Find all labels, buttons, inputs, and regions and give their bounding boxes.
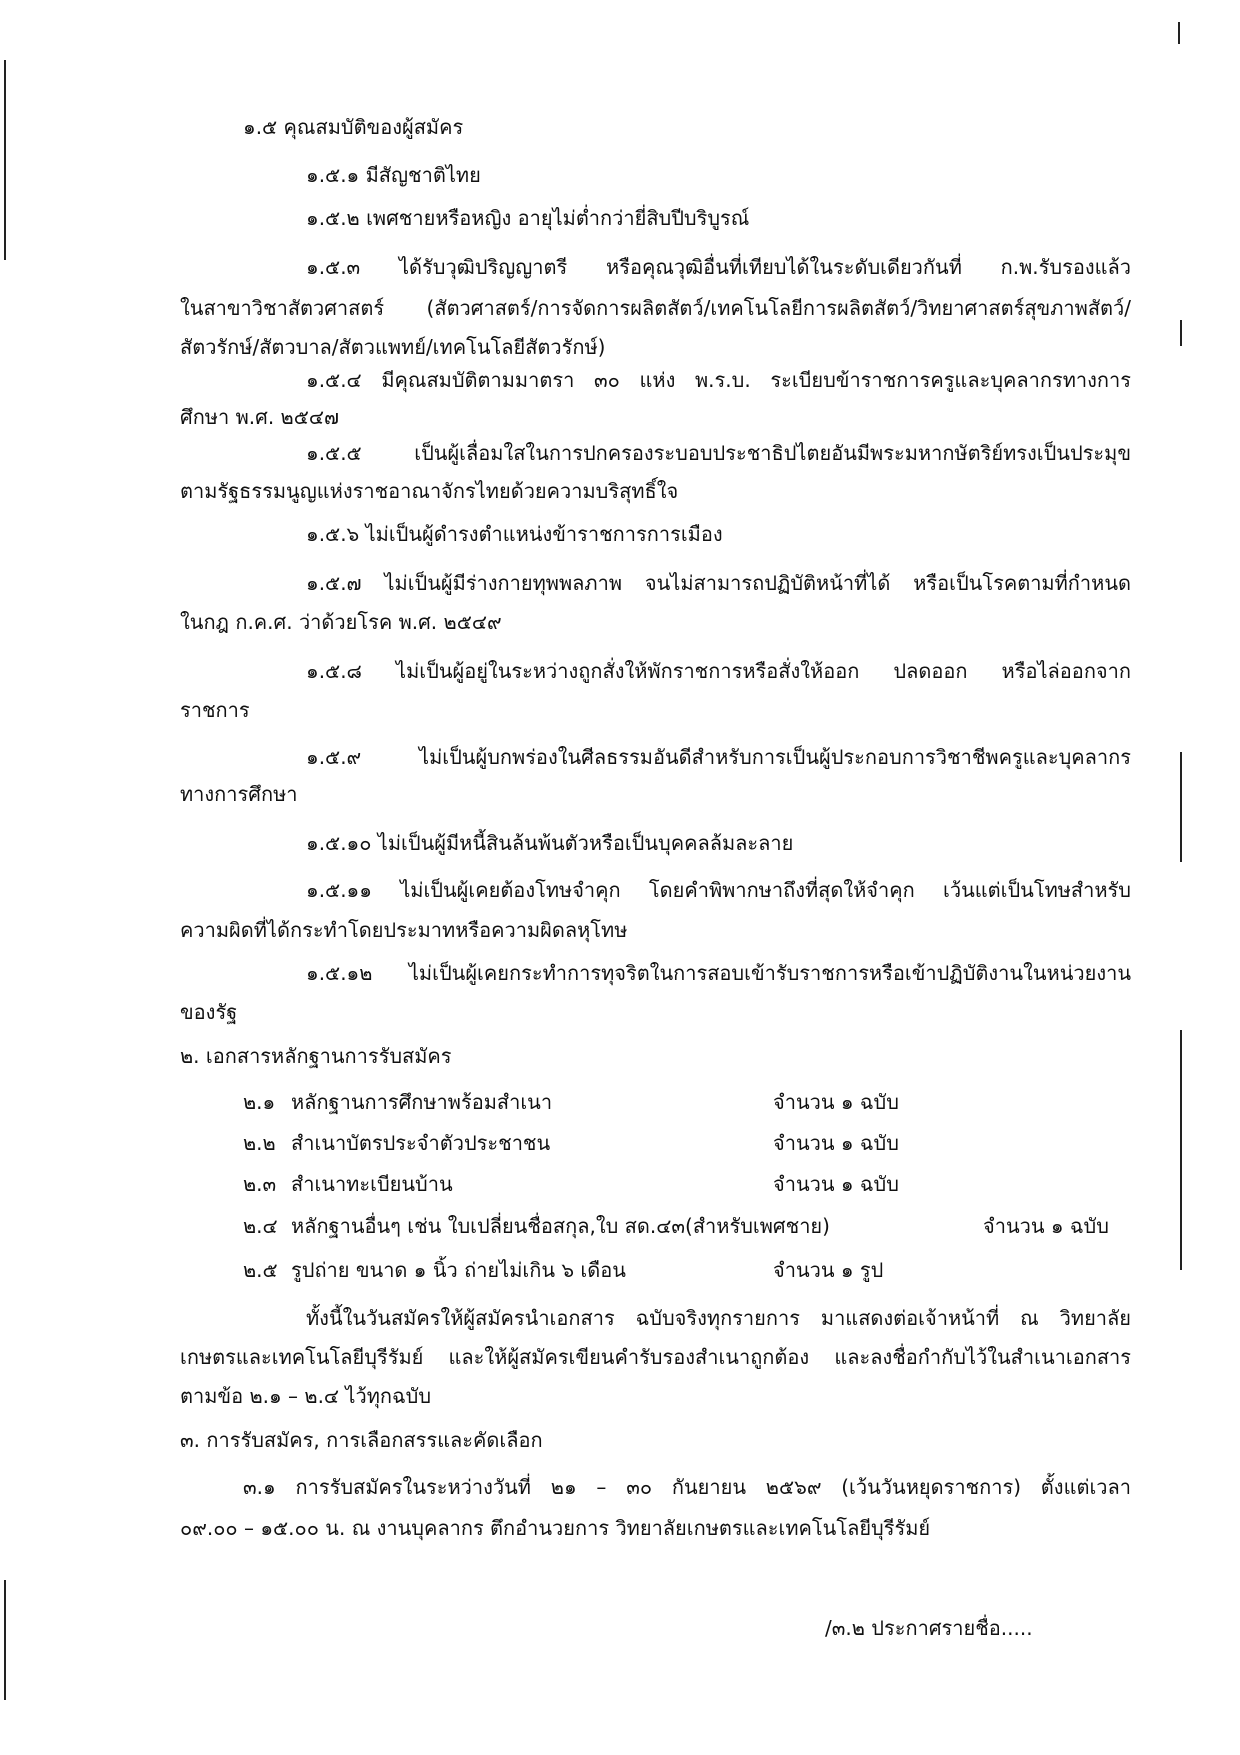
item-1-5-1: ๑.๕.๑ มีสัญชาติไทย [306, 163, 481, 187]
item-1-5-6: ๑.๕.๖ ไม่เป็นผู้ดำรงตำแหน่งข้าราชการการเมือง [306, 522, 723, 546]
item-1-5-9-line-1: ๑.๕.๙ ไม่เป็นผู้บกพร่องในศีลธรรมอันดีสำหรับการเป็นผู้ประกอบการวิชาชีพครูและบุคลากร [306, 745, 1131, 769]
item-1-5-12-line-1: ๑.๕.๑๒ ไม่เป็นผู้เคยกระทำการทุจริตในการสอบเข้ารับราชการหรือเข้าปฏิบัติงานในหน่วยงาน [306, 961, 1131, 985]
section-3-heading: ๓. การรับสมัคร, การเลือกสรรและคัดเลือก [180, 1428, 543, 1452]
document-list-text: หลักฐานอื่นๆ เช่น ใบเปลี่ยนชื่อสกุล,ใบ สด.๔๓(สำหรับเพศชาย) [291, 1214, 830, 1238]
item-1-5-7-line-1: ๑.๕.๗ ไม่เป็นผู้มีร่างกายทุพพลภาพ จนไม่สามารถปฏิบัติหน้าที่ได้ หรือเป็นโรคตามที่กำหนด [306, 571, 1131, 595]
item-1-5-4-line-1: ๑.๕.๔ มีคุณสมบัติตามมาตรา ๓๐ แห่ง พ.ร.บ. ระเบียบข้าราชการครูและบุคลากรทางการ [306, 368, 1131, 392]
document-list-text: สำเนาบัตรประจำตัวประชาชน [291, 1131, 551, 1155]
document-list-count: จำนวน ๑ ฉบับ [983, 1214, 1109, 1238]
item-1-5-7-line-2: ในกฎ ก.ค.ศ. ว่าด้วยโรค พ.ศ. ๒๕๔๙ [180, 610, 502, 634]
document-list-count: จำนวน ๑ ฉบับ [773, 1090, 899, 1114]
item-1-5-5-line-1: ๑.๕.๕ เป็นผู้เลื่อมใสในการปกครองระบอบประชาธิปไตยอันมีพระมหากษัตริย์ทรงเป็นประมุข [306, 441, 1131, 465]
document-list-count: จำนวน ๑ ฉบับ [773, 1131, 899, 1155]
continuation-text: /๓.๒ ประกาศรายชื่อ..... [825, 1616, 1033, 1640]
scan-mark-top-right [1178, 22, 1180, 44]
section-1-5-heading: ๑.๕ คุณสมบัติของผู้สมัคร [243, 115, 464, 139]
item-1-5-4-line-2: ศึกษา พ.ศ. ๒๕๔๗ [180, 405, 340, 429]
document-list-number: ๒.๕ [243, 1258, 278, 1282]
document-list-number: ๒.๓ [243, 1172, 277, 1196]
section-2-note-line-1: ทั้งนี้ในวันสมัครให้ผู้สมัครนำเอกสาร ฉบับจริงทุกรายการ มาแสดงต่อเจ้าหน้าที่ ณ วิทยาลัย [306, 1306, 1131, 1330]
section-2-note-line-2: เกษตรและเทคโนโลยีบุรีรัมย์ และให้ผู้สมัครเขียนคำรับรองสำเนาถูกต้อง และลงชื่อกำกับไว้ในสำเนาเอกสาร [180, 1345, 1131, 1369]
scan-mark-right-2 [1180, 752, 1182, 862]
item-1-5-3-line-3: สัตวรักษ์/สัตวบาล/สัตวแพทย์/เทคโนโลยีสัตวรักษ์) [180, 335, 606, 359]
document-list-text: รูปถ่าย ขนาด ๑ นิ้ว ถ่ายไม่เกิน ๖ เดือน [291, 1258, 626, 1282]
item-3-1-line-2: ๐๙.๐๐ – ๑๕.๐๐ น. ณ งานบุคลากร ตึกอำนวยการ วิทยาลัยเกษตรและเทคโนโลยีบุรีรัมย์ [180, 1516, 931, 1540]
document-list-number: ๒.๑ [243, 1090, 276, 1114]
item-1-5-11-line-1: ๑.๕.๑๑ ไม่เป็นผู้เคยต้องโทษจำคุก โดยคำพิพากษาถึงที่สุดให้จำคุก เว้นแต่เป็นโทษสำหรับ [306, 878, 1131, 902]
document-list-count: จำนวน ๑ ฉบับ [773, 1172, 899, 1196]
item-1-5-12-line-2: ของรัฐ [180, 1000, 238, 1024]
scan-mark-right-1 [1180, 320, 1182, 346]
item-1-5-8-line-1: ๑.๕.๘ ไม่เป็นผู้อยู่ในระหว่างถูกสั่งให้พักราชการหรือสั่งให้ออก ปลดออก หรือไล่ออกจาก [306, 659, 1131, 683]
scan-mark-left-2 [4, 1580, 6, 1700]
item-1-5-9-line-2: ทางการศึกษา [180, 782, 298, 806]
document-list-number: ๒.๔ [243, 1214, 278, 1238]
item-3-1-line-1: ๓.๑ การรับสมัครในระหว่างวันที่ ๒๑ – ๓๐ กันยายน ๒๕๖๙ (เว้นวันหยุดราชการ) ตั้งแต่เวลา [243, 1475, 1131, 1499]
document-list-number: ๒.๒ [243, 1131, 276, 1155]
document-list-count: จำนวน ๑ รูป [773, 1258, 884, 1282]
scan-mark-left-1 [4, 60, 6, 260]
item-1-5-11-line-2: ความผิดที่ได้กระทำโดยประมาทหรือความผิดลหุโทษ [180, 918, 628, 942]
item-1-5-3-line-1: ๑.๕.๓ ได้รับวุฒิปริญญาตรี หรือคุณวุฒิอื่นที่เทียบได้ในระดับเดียวกันที่ ก.พ.รับรองแล้ว [306, 255, 1131, 279]
item-1-5-10: ๑.๕.๑๐ ไม่เป็นผู้มีหนี้สินล้นพ้นตัวหรือเป็นบุคคลล้มละลาย [306, 831, 794, 855]
section-2-heading: ๒. เอกสารหลักฐานการรับสมัคร [180, 1044, 452, 1068]
item-1-5-5-line-2: ตามรัฐธรรมนูญแห่งราชอาณาจักรไทยด้วยความบริสุทธิ์ใจ [180, 479, 679, 503]
document-list-text: สำเนาทะเบียนบ้าน [291, 1172, 453, 1196]
scan-mark-right-3 [1180, 1030, 1182, 1270]
section-2-note-line-3: ตามข้อ ๒.๑ – ๒.๔ ไว้ทุกฉบับ [180, 1384, 432, 1408]
item-1-5-2: ๑.๕.๒ เพศชายหรือหญิง อายุไม่ต่ำกว่ายี่สิบปีบริบูรณ์ [306, 206, 750, 230]
item-1-5-3-line-2: ในสาขาวิชาสัตวศาสตร์ (สัตวศาสตร์/การจัดการผลิตสัตว์/เทคโนโลยีการผลิตสัตว์/วิทยาศาสตร์สุขภาพสัตว์/ [180, 296, 1131, 320]
item-1-5-8-line-2: ราชการ [180, 698, 250, 722]
document-list-text: หลักฐานการศึกษาพร้อมสำเนา [291, 1090, 553, 1114]
